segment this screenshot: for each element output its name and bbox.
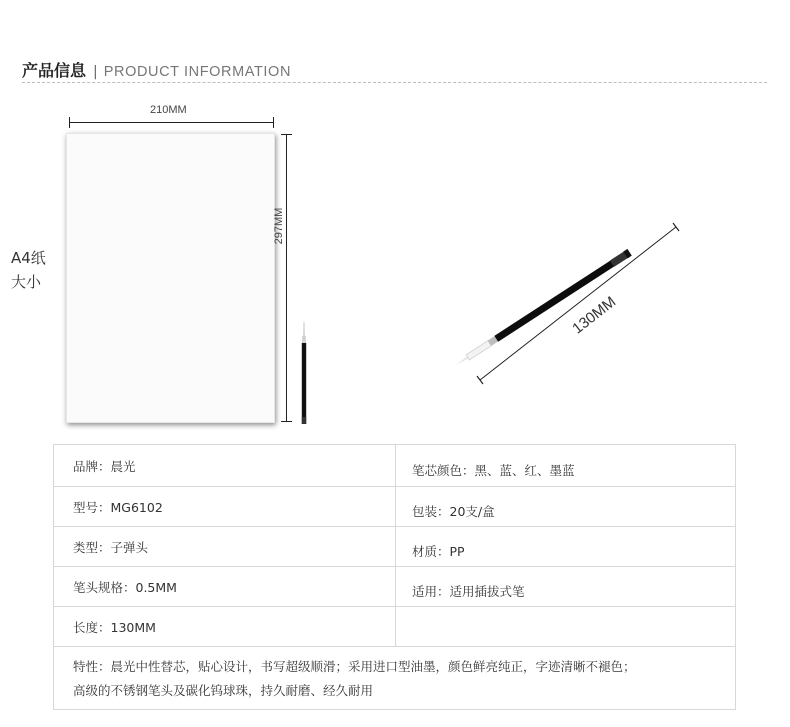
width-dimension-cap-right — [273, 117, 274, 128]
small-refill-icon — [299, 322, 309, 424]
a4-paper-illustration — [66, 133, 275, 423]
spec-empty-cell — [396, 607, 736, 647]
width-dimension-line — [69, 122, 274, 123]
height-dimension-cap-top — [281, 134, 292, 135]
feature-line-2: 高级的不锈钢笔头及碳化钨球珠，持久耐磨、经久耐用 — [73, 682, 374, 698]
refill-length-dimension — [477, 223, 679, 384]
table-row — [54, 607, 736, 647]
a4-label-line2: 大小 — [11, 273, 42, 291]
title-separator: | — [93, 64, 98, 80]
table-row — [54, 445, 736, 487]
section-title-cn: 产品信息 — [22, 61, 87, 80]
height-dimension-cap-bottom — [281, 421, 292, 422]
paper-height-label: 297MM — [273, 207, 285, 245]
section-title-en: PRODUCT INFORMATION — [103, 64, 292, 80]
spec-model: 型号：MG6102 — [54, 487, 396, 527]
width-dimension-cap-left — [69, 117, 70, 128]
a4-size-label — [11, 246, 46, 294]
table-row — [54, 647, 736, 710]
table-row — [54, 487, 736, 527]
a4-label-line1: A4纸 — [11, 249, 46, 267]
table-row — [54, 567, 736, 607]
table-row — [54, 527, 736, 567]
spec-material: 材质：PP — [396, 527, 736, 567]
spec-table — [53, 444, 736, 710]
header-divider — [22, 82, 767, 83]
spec-packaging: 包装：20支/盒 — [396, 487, 736, 527]
spec-compatible: 适用：适用插拔式笔 — [396, 567, 736, 607]
section-header — [22, 58, 291, 80]
spec-length: 长度：130MM — [54, 607, 396, 647]
feature-line-1: 特性：晨光中性替芯，贴心设计，书写超级顺滑；采用进口型油墨，颜色鲜亮纯正，字迹清晰不褪色； — [73, 658, 636, 674]
spec-ink-colors: 笔芯颜色：黑、蓝、红、墨蓝 — [396, 445, 736, 487]
spec-features — [54, 647, 736, 710]
refill-product-image — [450, 185, 690, 395]
height-dimension-line — [286, 134, 287, 422]
spec-type: 类型：子弹头 — [54, 527, 396, 567]
spec-tip-size: 笔头规格：0.5MM — [54, 567, 396, 607]
spec-brand: 品牌：晨光 — [54, 445, 396, 487]
paper-width-label: 210MM — [150, 104, 187, 116]
refill-length-label: 130MM — [569, 293, 620, 338]
